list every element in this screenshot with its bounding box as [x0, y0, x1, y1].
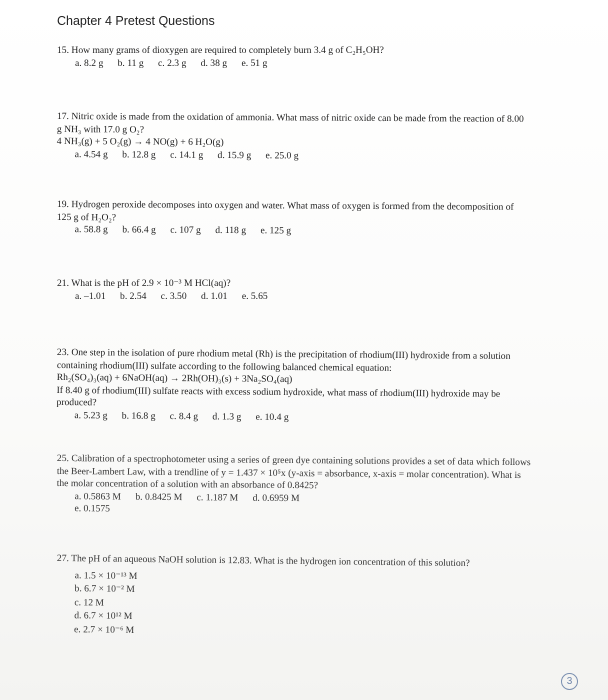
- answer-option: d. 6.7 × 10¹² M: [74, 610, 133, 622]
- question-25: [56, 453, 597, 520]
- question-text: 17. Nitric oxide is made from the oxidation of ammonia. What mass of nitric oxide can be made from the reaction of 8.00: [56, 111, 524, 125]
- answer-options: a. 0.5863 M b. 0.8425 M c. 1.187 M d. 0.6959 M: [74, 490, 300, 504]
- answer-option: e. 2.7 × 10⁻⁶ M: [74, 623, 135, 636]
- question-text: 19. Hydrogen peroxide decomposes into oxygen and water. What mass of oxygen is formed from the decomposition of: [56, 199, 514, 213]
- answer-options: a. 58.8 g b. 66.4 g c. 107 g d. 118 g e. 125 g: [74, 224, 292, 237]
- answer-option: b. 6.7 × 10⁻² M: [74, 583, 135, 595]
- answer-options-extra: e. 0.1575: [74, 503, 111, 515]
- answer-option: a. 1.5 × 10⁻¹³ M: [74, 569, 138, 582]
- reaction-equation: 4 NH₃(g) + 5 O₂(g) → 4 NO(g) + 6 H₂O(g): [56, 135, 224, 149]
- question-text: 125 g of H₂O₂?: [56, 211, 117, 223]
- answer-options: a. 5.23 g b. 16.8 g c. 8.4 g d. 1.3 g e. 10.4 g: [74, 409, 289, 423]
- answer-option: c. 12 M: [74, 596, 105, 609]
- question-23: [56, 347, 597, 427]
- question-19: [57, 199, 597, 240]
- page-number-mark: 3: [561, 673, 578, 690]
- answer-options: a. –1.01 b. 2.54 c. 3.50 d. 1.01 e. 5.65: [75, 290, 268, 302]
- question-text: 25. Calibration of a spectrophotometer using a series of green dye containing solutions provides a set of data which follows: [56, 453, 531, 469]
- question-text: the molar concentration of a solution with an absorbance of 0.8425?: [56, 477, 319, 492]
- question-15: [57, 45, 597, 70]
- page-title: Chapter 4 Pretest Questions: [57, 14, 215, 28]
- question-17: [57, 111, 597, 164]
- question-text: 21. What is the pH of 2.9 × 10⁻³ M HCl(aq)?: [57, 278, 231, 289]
- answer-options: a. 8.2 g b. 11 g c. 2.3 g d. 38 g e. 51 g: [75, 57, 268, 69]
- question-text: g NH₃ with 17.0 g O₂?: [56, 123, 145, 136]
- question-text: containing rhodium(III) sulfate according to the following balanced chemical equation:: [56, 359, 392, 374]
- reaction-equation: Rh₂(SO₄)₃(aq) + 6NaOH(aq) → 2Rh(OH)₃(s) + 3Na₂SO₄(aq): [56, 371, 293, 386]
- question-text: If 8.40 g of rhodium(III) sulfate reacts with excess sodium hydroxide, what mass of rhodium(III) hydroxide may be: [56, 384, 501, 400]
- answer-options: a. 4.54 g b. 12.8 g c. 14.1 g d. 15.9 g e. 25.0 g: [74, 148, 299, 161]
- question-text: the Beer-Lambert Law, with a trendline of y = 1.437 × 10⁵x (y-axis = absorbance, x-axis = molar concentration). What is: [56, 465, 521, 481]
- question-text: 27. The pH of an aqueous NaOH solution is 12.83. What is the hydrogen ion concentration of this solution?: [56, 553, 470, 570]
- question-21: [57, 278, 597, 303]
- question-text: produced?: [56, 396, 97, 409]
- question-text: 23. One step in the isolation of pure rhodium metal (Rh) is the precipitation of rhodium(III) hydroxide from a solution: [56, 347, 511, 362]
- question-27: [56, 553, 597, 643]
- answer-options-list: [56, 565, 597, 642]
- question-text: 15. How many grams of dioxygen are required to completely burn 3.4 g of C₂H₅OH?: [57, 45, 384, 56]
